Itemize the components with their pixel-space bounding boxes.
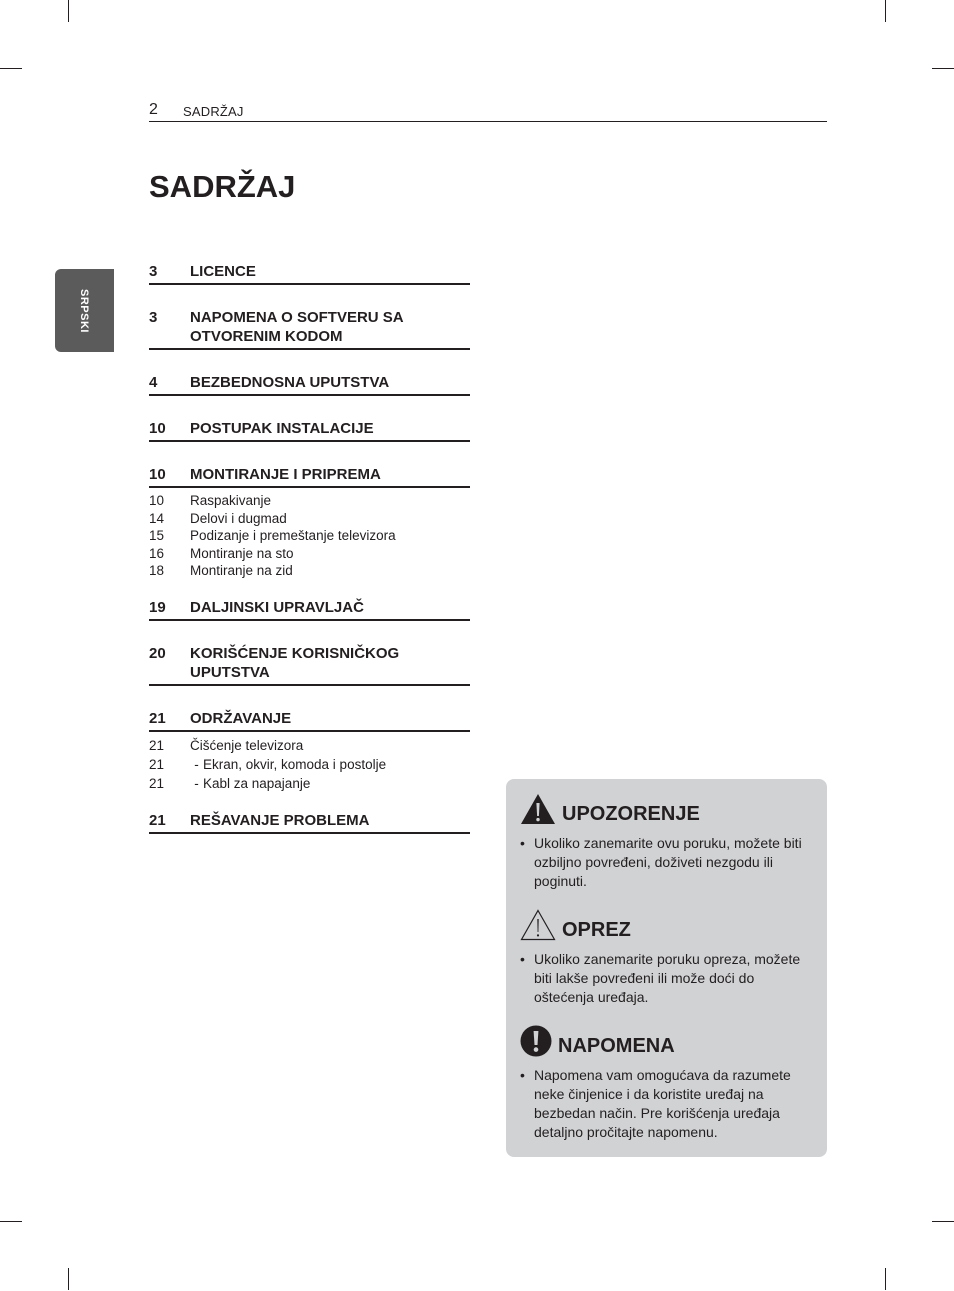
crop-mark	[932, 1221, 954, 1222]
toc-page-number: 10	[149, 493, 165, 508]
crop-mark	[885, 0, 886, 22]
toc-entry[interactable]	[149, 308, 470, 350]
note-block	[520, 1023, 810, 1142]
toc-page-number: 21	[149, 775, 165, 791]
language-tab	[55, 269, 114, 352]
toc-page-number: 16	[149, 545, 165, 561]
warning-block	[520, 791, 810, 891]
crop-mark	[0, 1221, 22, 1222]
warning-label: UPOZORENJE	[562, 803, 700, 825]
toc-title: POSTUPAK INSTALACIJE	[190, 420, 374, 437]
note-text: • Napomena vam omogućava da razumete neke činjenice i da koristite uređaj na bezbedan način. Pre korišćenja uređaja detaljno pročitajte napomenu.	[520, 1066, 810, 1142]
toc-subtitle: Montiranje na zid	[190, 563, 293, 578]
page-title: SADRŽAJ	[149, 169, 296, 204]
toc-subtitle: Montiranje na sto	[190, 545, 294, 561]
toc-page-number: 3	[149, 309, 158, 326]
toc-title: DALJINSKI UPRAVLJAČ	[190, 598, 364, 616]
page-header	[149, 101, 827, 122]
language-tab-label: SRPSKI	[78, 289, 90, 333]
toc-page-number: 21	[149, 756, 165, 772]
toc-entry[interactable]	[149, 465, 470, 488]
toc-page-number: 10	[149, 466, 166, 483]
crop-mark	[0, 68, 22, 69]
toc-subtitle: Delovi i dugmad	[190, 510, 287, 526]
toc-page-number: 21	[149, 709, 166, 727]
toc-page-number: 19	[149, 598, 166, 616]
caution-label: OPREZ	[562, 919, 631, 941]
note-exclamation-circle-icon	[520, 1025, 552, 1057]
toc-subtitle: Raspakivanje	[190, 493, 272, 508]
toc-title: KORIŠĆENJE KORISNIČKOG UPUTSTVA	[190, 644, 400, 681]
toc-subtitle: Čišćenje televizora	[190, 737, 304, 753]
toc-subentries	[149, 736, 470, 793]
toc-page-number: 3	[149, 263, 158, 280]
toc-page-number: 18	[149, 563, 165, 578]
toc-title: REŠAVANJE PROBLEMA	[190, 811, 370, 829]
toc-dash: -	[194, 775, 199, 791]
toc-page-number: 21	[149, 811, 166, 829]
toc-subentry[interactable]	[149, 545, 470, 563]
toc-entry[interactable]	[149, 709, 470, 732]
toc-page-number: 15	[149, 528, 165, 543]
toc-page-number: 21	[149, 737, 165, 753]
toc-title: LICENCE	[190, 263, 256, 280]
toc-title: BEZBEDNOSNA UPUTSTVA	[190, 374, 390, 391]
toc-entry[interactable]	[149, 373, 470, 396]
toc-title: ODRŽAVANJE	[190, 709, 292, 727]
toc-subtitle: Kabl za napajanje	[203, 775, 311, 791]
toc-page-number: 4	[149, 374, 158, 391]
toc-subentry[interactable]	[149, 492, 470, 510]
crop-mark	[932, 68, 954, 69]
toc-page-number: 20	[149, 644, 166, 662]
toc-subentry[interactable]	[149, 774, 470, 793]
warning-text: • Ukoliko zanemarite ovu poruku, možete biti ozbiljno povređeni, doživeti nezgodu ili poginuti.	[520, 834, 810, 891]
toc-subentry[interactable]	[149, 510, 470, 528]
note-label: NAPOMENA	[558, 1035, 675, 1057]
running-title: SADRŽAJ	[183, 104, 244, 119]
toc-page-number: 14	[149, 510, 165, 526]
toc-entry[interactable]	[149, 811, 470, 834]
toc-title: NAPOMENA O SOFTVERU SA OTVORENIM KODOM	[190, 309, 404, 345]
crop-mark	[68, 0, 69, 22]
toc-entry[interactable]	[149, 262, 470, 285]
caution-outline-triangle-icon	[520, 909, 556, 941]
crop-mark	[885, 1268, 886, 1290]
warning-filled-triangle-icon	[520, 793, 556, 825]
page-number: 2	[149, 101, 158, 118]
toc-page-number: 10	[149, 420, 166, 437]
toc-subentries	[149, 492, 470, 580]
toc-title: MONTIRANJE I PRIPREMA	[190, 466, 381, 483]
toc-subentry[interactable]	[149, 755, 470, 774]
toc-entry[interactable]	[149, 598, 470, 621]
caution-text: • Ukoliko zanemarite poruku opreza, možete biti lakše povređeni ili može doći do oštećenja uređaja.	[520, 950, 810, 1007]
toc-subtitle: Ekran, okvir, komoda i postolje	[203, 756, 387, 772]
toc-dash: -	[194, 756, 199, 772]
crop-mark	[68, 1268, 69, 1290]
toc-subentry[interactable]	[149, 736, 470, 755]
toc-subtitle: Podizanje i premeštanje televizora	[190, 528, 396, 543]
caution-block	[520, 907, 810, 1007]
table-of-contents	[149, 262, 470, 834]
safety-notice-box	[506, 779, 827, 1157]
toc-subentry[interactable]	[149, 527, 470, 545]
toc-entry[interactable]	[149, 419, 470, 442]
toc-entry[interactable]	[149, 644, 470, 686]
toc-subentry[interactable]	[149, 562, 470, 580]
